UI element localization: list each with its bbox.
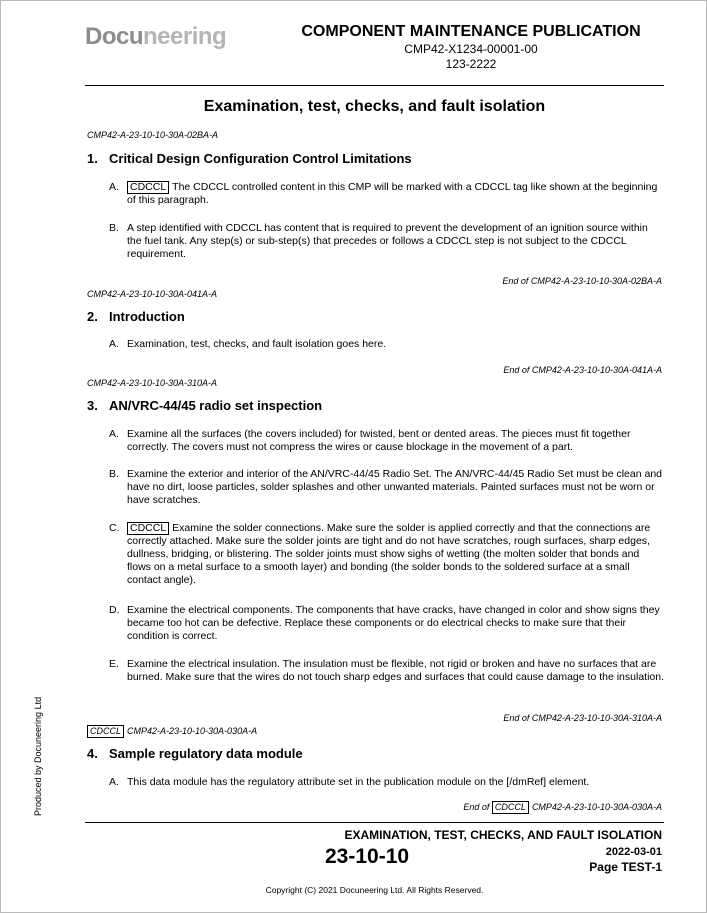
section-end-marker: End of CMP42-A-23-10-10-30A-310A-A [503,713,662,723]
publication-title: COMPONENT MAINTENANCE PUBLICATION [301,23,641,40]
paragraph: A. Examine all the surfaces (the covers included) for twisted, bent or dented areas. The pieces must fit together correctly. The covers must not compress the wires or cause blockage in the movement of a part. [109,428,631,453]
cdccl-tag: CDCCL [492,801,529,814]
cdccl-tag: CDCCL [87,725,124,738]
section-dmc: CDCCL CMP42-A-23-10-10-30A-030A-A [87,725,257,738]
section-dmc: CMP42-A-23-10-10-30A-02BA-A [87,130,219,140]
paragraph: E. Examine the electrical insulation. The insulation must be flexible, not rigid or broken and have no surfaces that are burned. Make sure that the wires do not touch sharp edges and surfaces that could cause damage to the insulation. [109,658,665,683]
section-dmc: CMP42-A-23-10-10-30A-041A-A [87,289,218,299]
section-end-marker: End of CMP42-A-23-10-10-30A-041A-A [503,365,662,375]
footer-chapter-code: 23-10-10 [325,845,410,868]
paragraph: A. CDCCL The CDCCL controlled content in this CMP will be marked with a CDCCL tag like shown at the beginning of this paragraph. [109,181,658,206]
paragraph: A. This data module has the regulatory attribute set in the publication module on the [/dmRef] element. [109,776,590,788]
section-heading: 4. Sample regulatory data module [87,746,303,761]
cdccl-tag: CDCCL [127,522,169,535]
section-end-marker: End of CMP42-A-23-10-10-30A-02BA-A [502,276,662,286]
paragraph: A. Examination, test, checks, and fault isolation goes here. [109,338,387,350]
paragraph: C. CDCCL Examine the solder connections. Make sure the solder is applied correctly and that the connections are correctly attached. Make sure the solder joints are tight and do not have scratches, rough surfaces, sharp edges, dullness, bridging, or blistering. The solder joints must show sighs of wetting (the molten solder that bonds and flows on a metal surface to a smooth layer) and bonding (the solder bonds to the soldered surface at a small contact angle). [109,522,651,586]
section-end-marker: End of CDCCL CMP42-A-23-10-10-30A-030A-A [463,802,662,812]
copyright-notice: Copyright (C) 2021 Docuneering Ltd. All Rights Reserved. [265,885,484,895]
publication-number: 123-2222 [445,57,497,71]
producer-side-note: Produced by Docuneering Ltd [33,696,43,816]
publication-code: CMP42-X1234-00001-00 [404,42,538,56]
footer-page-number: Page TEST-1 [589,860,662,874]
section-heading: 2. Introduction [87,309,185,324]
footer-title: EXAMINATION, TEST, CHECKS, AND FAULT ISOLATION [344,828,662,842]
footer-divider [85,822,664,823]
docuneering-logo: Docuneering [85,23,227,50]
paragraph: B. A step identified with CDCCL has content that is required to prevent the development of an ignition source within the fuel tank. Any step(s) or sub-step(s) that precedes or follows a CDCCL step is not subject to the CDCCL requirement. [109,222,648,260]
document-title: Examination, test, checks, and fault isolation [203,98,546,115]
paragraph: D. Examine the electrical components. The components that have cracks, have changed in color and show signs they became too hot can be defective. Replace these components or do electrical checks to make sure that their condition is correct. [109,604,660,642]
cdccl-tag: CDCCL [127,181,169,194]
footer-date: 2022-03-01 [605,846,662,858]
section-heading: 1. Critical Design Configuration Control Limitations [87,151,412,166]
paragraph: B. Examine the exterior and interior of the AN/VRC-44/45 Radio Set. The AN/VRC-44/45 Radio Set must be clean and have no dirt, loose particles, solder splashes and other unwanted materials. Painted surfaces must not be worn or have scratches. [109,468,663,506]
header-divider [85,85,664,86]
section-heading: 3. AN/VRC-44/45 radio set inspection [87,398,323,413]
section-dmc: CMP42-A-23-10-10-30A-310A-A [87,378,218,388]
